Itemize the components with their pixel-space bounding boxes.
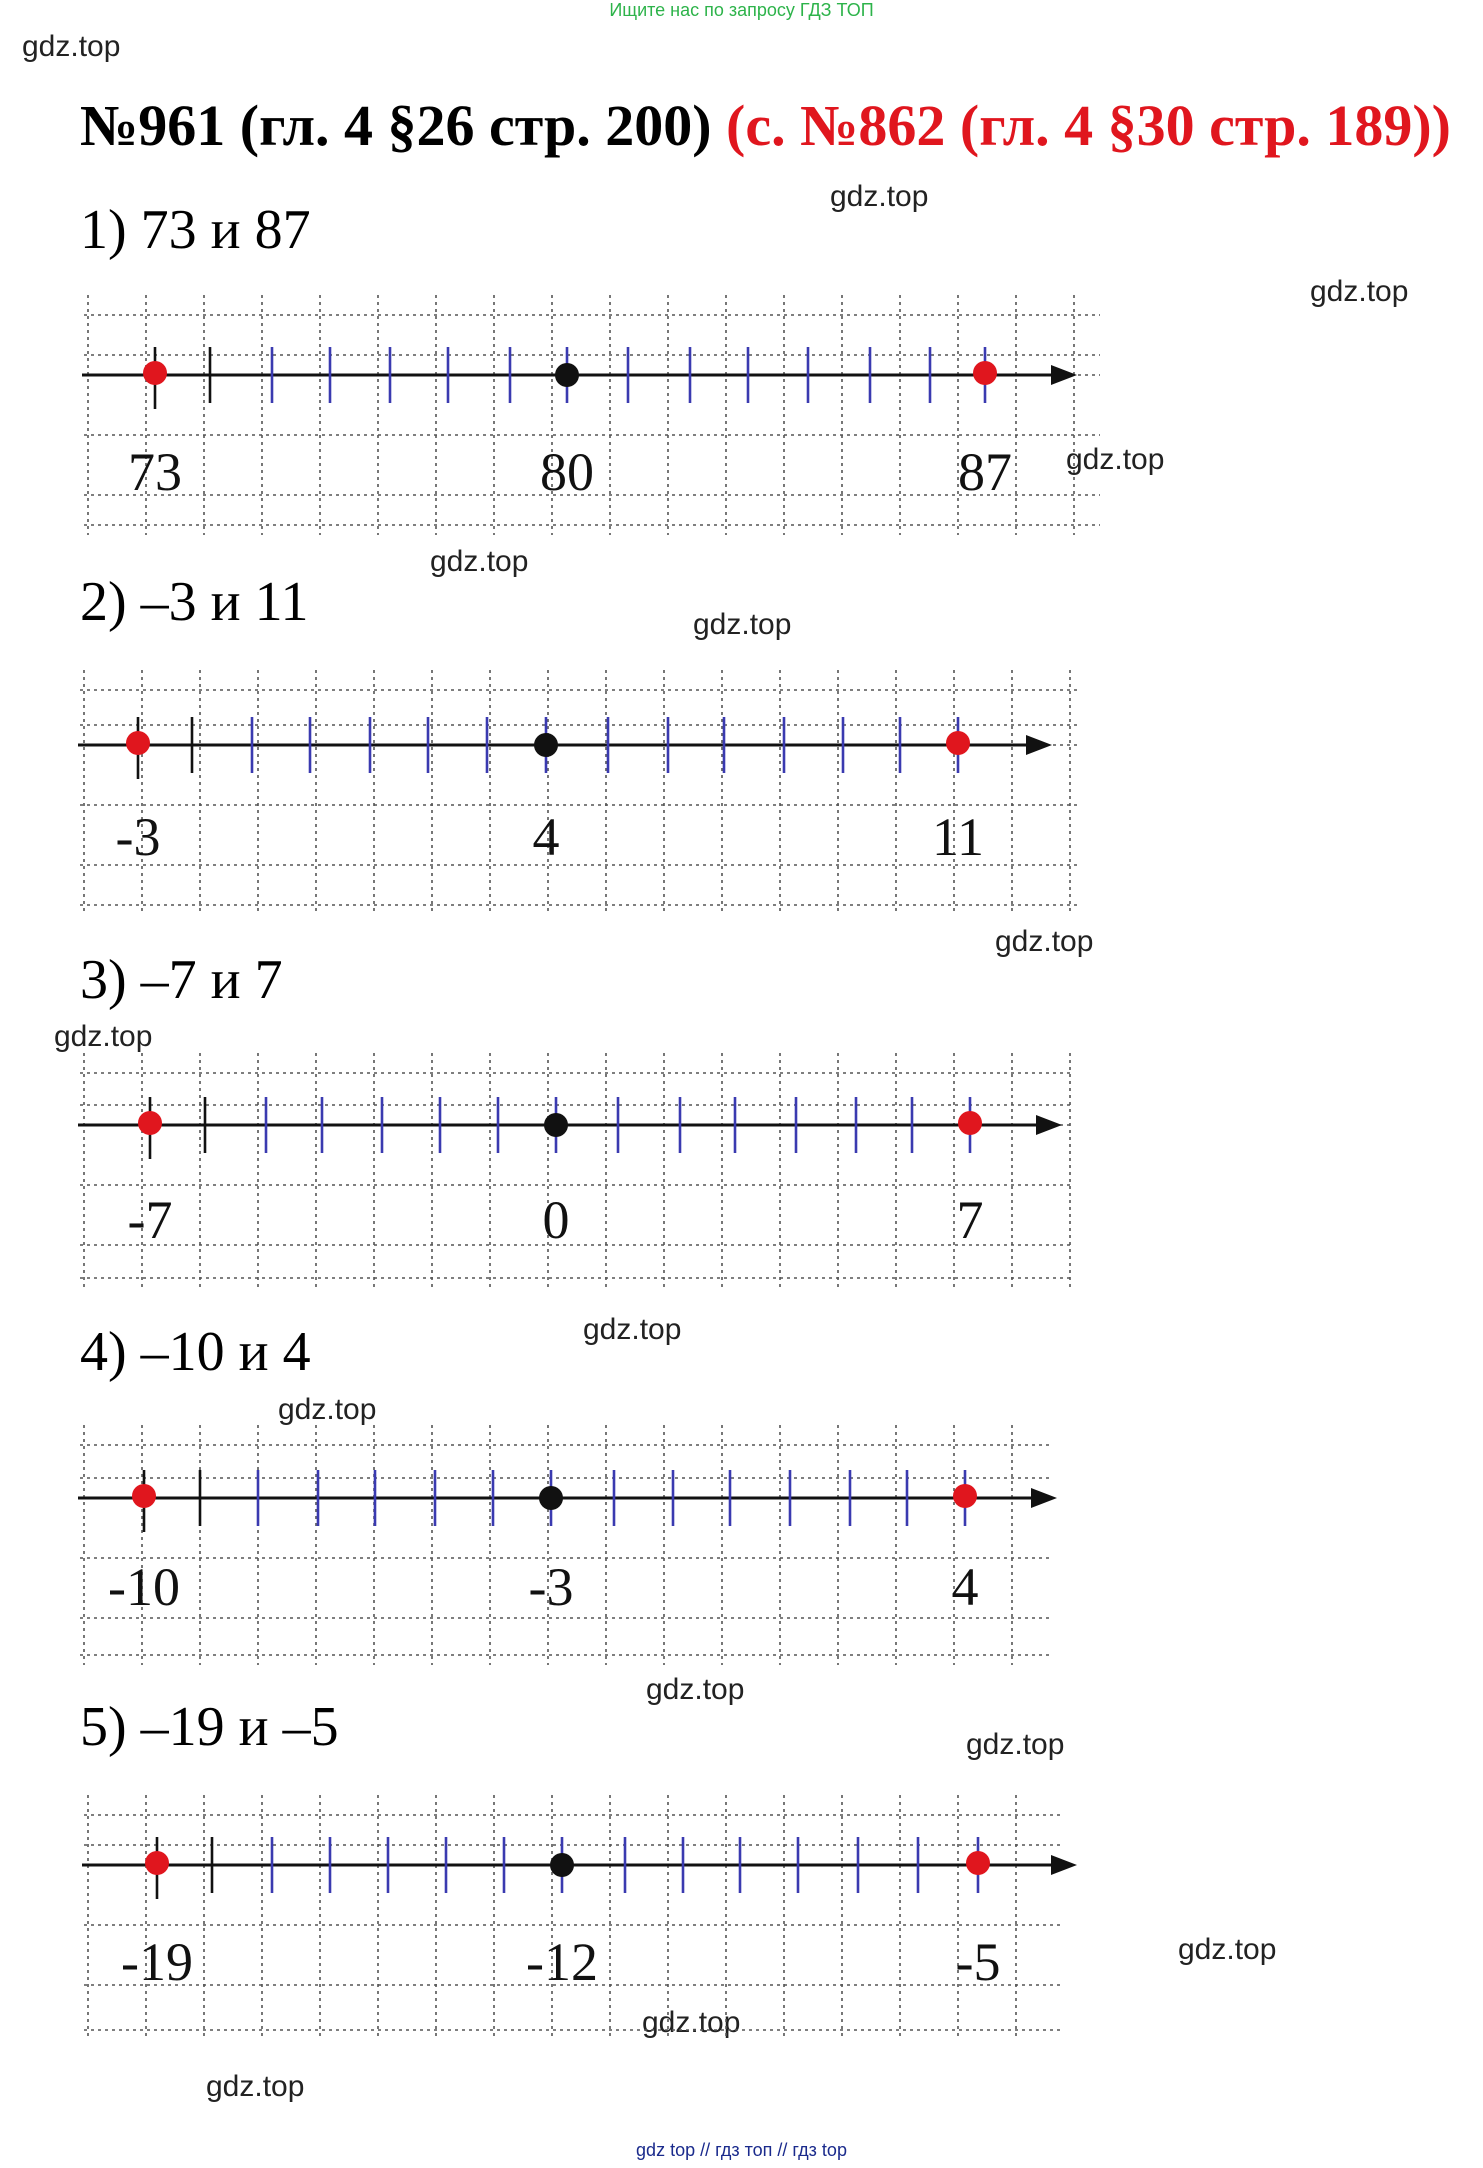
left-label: -7 bbox=[127, 1190, 173, 1250]
watermark: gdz.top bbox=[693, 608, 792, 641]
exercise-1-heading: 1) 73 и 87 bbox=[80, 199, 311, 261]
axis-arrow bbox=[1036, 1115, 1062, 1135]
footer: gdz top // гдз топ // гдз top bbox=[636, 2140, 847, 2160]
axis-arrow bbox=[1026, 735, 1052, 755]
watermark: gdz.top bbox=[1310, 275, 1409, 308]
left-endpoint-dot bbox=[143, 361, 167, 385]
midpoint-dot bbox=[539, 1486, 563, 1510]
number-line-1 bbox=[0, 295, 1110, 535]
title-main: №961 (гл. 4 §26 стр. 200) bbox=[80, 93, 712, 158]
axis-arrow bbox=[1051, 1855, 1077, 1875]
right-label: 7 bbox=[956, 1190, 984, 1250]
mid-label: 0 bbox=[542, 1190, 570, 1250]
mid-label: 80 bbox=[540, 442, 594, 502]
mid-label: -3 bbox=[528, 1557, 574, 1617]
watermark: gdz.top bbox=[430, 545, 529, 578]
number-line-3 bbox=[0, 1053, 1080, 1288]
exercise-2-heading: 2) –3 и 11 bbox=[80, 571, 309, 633]
left-endpoint-dot bbox=[132, 1484, 156, 1508]
right-endpoint-dot bbox=[966, 1851, 990, 1875]
watermark: gdz.top bbox=[22, 30, 121, 63]
number-line-2 bbox=[0, 670, 1080, 915]
watermark: gdz.top bbox=[206, 2070, 305, 2103]
right-label: -5 bbox=[955, 1932, 1001, 1992]
number-line-5 bbox=[0, 1795, 1080, 2040]
left-label: -3 bbox=[115, 807, 161, 867]
watermark: gdz.top bbox=[1178, 1933, 1277, 1966]
left-label: 73 bbox=[128, 442, 182, 502]
midpoint-dot bbox=[555, 363, 579, 387]
right-endpoint-dot bbox=[953, 1484, 977, 1508]
exercise-5-heading: 5) –19 и –5 bbox=[80, 1696, 339, 1758]
page-title bbox=[80, 92, 1451, 159]
right-label: 11 bbox=[932, 807, 984, 867]
watermark: gdz.top bbox=[642, 2006, 741, 2039]
title-alt: (с. №862 (гл. 4 §30 стр. 189)) bbox=[726, 93, 1451, 158]
exercise-4-heading: 4) –10 и 4 bbox=[80, 1321, 311, 1383]
right-endpoint-dot bbox=[973, 361, 997, 385]
left-endpoint-dot bbox=[126, 731, 150, 755]
watermark: gdz.top bbox=[995, 925, 1094, 958]
exercise-3-heading: 3) –7 и 7 bbox=[80, 949, 283, 1011]
watermark: gdz.top bbox=[583, 1313, 682, 1346]
right-endpoint-dot bbox=[946, 731, 970, 755]
left-label: -19 bbox=[121, 1932, 193, 1992]
watermark: gdz.top bbox=[278, 1393, 377, 1426]
left-label: -10 bbox=[108, 1557, 180, 1617]
watermark: gdz.top bbox=[830, 180, 929, 213]
right-label: 87 bbox=[958, 442, 1012, 502]
midpoint-dot bbox=[544, 1113, 568, 1137]
axis-arrow bbox=[1051, 365, 1077, 385]
mid-label: -12 bbox=[526, 1932, 598, 1992]
watermark: gdz.top bbox=[966, 1728, 1065, 1761]
number-line-4 bbox=[0, 1425, 1080, 1665]
top-search-note: Ищите нас по запросу ГДЗ ТОП bbox=[609, 0, 874, 20]
left-endpoint-dot bbox=[138, 1111, 162, 1135]
midpoint-dot bbox=[550, 1853, 574, 1877]
watermark: gdz.top bbox=[1066, 443, 1165, 476]
mid-label: 4 bbox=[532, 807, 560, 867]
watermark: gdz.top bbox=[646, 1673, 745, 1706]
midpoint-dot bbox=[534, 733, 558, 757]
right-label: 4 bbox=[951, 1557, 979, 1617]
watermark: gdz.top bbox=[54, 1020, 153, 1053]
left-endpoint-dot bbox=[145, 1851, 169, 1875]
axis-arrow bbox=[1031, 1488, 1057, 1508]
right-endpoint-dot bbox=[958, 1111, 982, 1135]
